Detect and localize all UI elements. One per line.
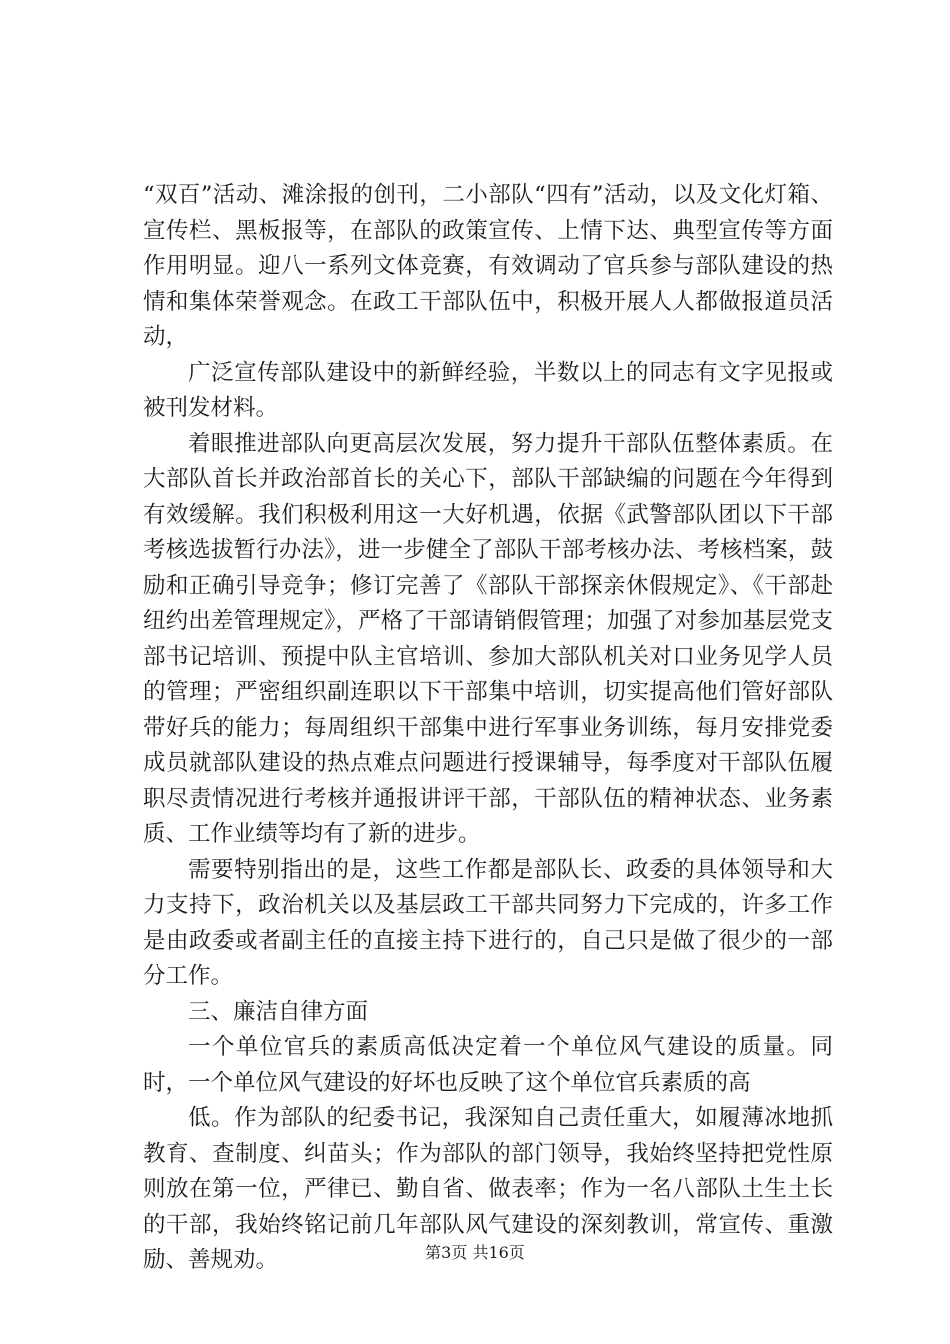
paragraph-1: “双百”活动、滩涂报的创刊，二小部队“四有”活动，以及文化灯箱、宣传栏、黑板报等，在部队的政策宣传、上情下达、典型宣传等方面作用明显。迎八一系列文体竞赛，有效调动了官兵参与部队建设的热情和集体荣誉观念。在政工干部队伍中，积极开展人人都做报道员活动， (143, 182, 833, 350)
paragraph-2: 广泛宣传部队建设中的新鲜经验，半数以上的同志有文字见报或被刊发材料。 (143, 359, 833, 421)
page-number-footer: 第3页 共16页 (425, 1243, 525, 1262)
paragraph-6: 低。作为部队的纪委书记，我深知自己责任重大，如履薄冰地抓教育、查制度、纠苗头；作为部队的部门领导，我始终坚持把党性原则放在第一位，严律已、勤自省、做表率；作为一名八部队土生土长的干部，我始终铭记前几年部队风气建设的深刻教训，常宣传、重激励、善规劝。 (143, 1105, 833, 1273)
paragraph-5: 一个单位官兵的素质高低决定着一个单位风气建设的质量。同时，一个单位风气建设的好坏也反映了这个单位官兵素质的高 (143, 1034, 833, 1096)
paragraph-3: 着眼推进部队向更高层次发展，努力提升干部队伍整体素质。在大部队首长并政治部首长的关心下，部队干部缺编的问题在今年得到有效缓解。我们积极利用这一大好机遇，依据《武警部队团以下干部考核选拔暂行办法》，进一步健全了部队干部考核办法、考核档案，鼓励和正确引导竞争；修订完善了《部队干部探亲休假规定》、《干部赴纽约出差管理规定》，严格了干部请销假管理；加强了对参加基层党支部书记培训、预提中队主官培训、参加大部队机关对口业务见学人员的管理；严密组织副连职以下干部集中培训，切实提高他们管好部队带好兵的能力；每周组织干部集中进行军事业务训练，每月安排党委成员就部队建设的热点难点问题进行授课辅导，每季度对干部队伍履职尽责情况进行考核并通报讲评干部，干部队伍的精神状态、业务素质、工作业绩等均有了新的进步。 (143, 430, 833, 847)
document-body (143, 178, 833, 1279)
section-heading: 三、廉洁自律方面 (188, 998, 369, 1025)
paragraph-4: 需要特别指出的是，这些工作都是部队长、政委的具体领导和大力支持下，政治机关以及基层政工干部共同努力下完成的，许多工作是由政委或者副主任的直接主持下进行的，自己只是做了很少的一部分工作。 (143, 856, 833, 989)
